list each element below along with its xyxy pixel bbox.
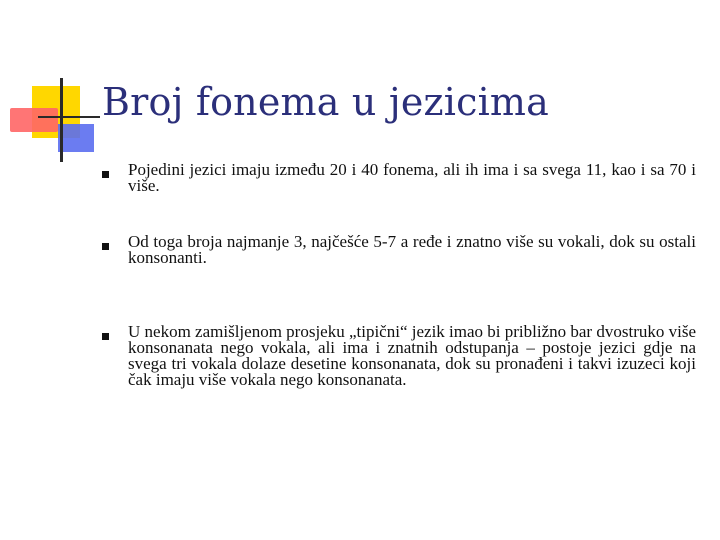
decorative-logo-icon bbox=[0, 0, 110, 170]
logo-red-square bbox=[10, 108, 58, 132]
square-bullet-icon bbox=[102, 333, 109, 340]
bullet-item bbox=[100, 162, 696, 194]
logo-vertical-line bbox=[60, 78, 63, 162]
bullet-item bbox=[100, 234, 696, 266]
bullet-item bbox=[100, 324, 696, 388]
bullet-text: Pojedini jezici imaju između 20 i 40 fonema, ali ih ima i sa svega 11, kao i sa 70 i više. bbox=[128, 160, 696, 195]
bullet-list bbox=[100, 162, 696, 388]
bullet-text: Od toga broja najmanje 3, najčešće 5-7 a ređe i znatno više su vokali, dok su ostali konsonanti. bbox=[128, 232, 696, 267]
square-bullet-icon bbox=[102, 243, 109, 250]
logo-blue-square bbox=[58, 124, 94, 152]
slide-title: Broj fonema u jezicima bbox=[102, 80, 550, 124]
logo-horizontal-line bbox=[38, 116, 100, 118]
square-bullet-icon bbox=[102, 171, 109, 178]
bullet-text: U nekom zamišljenom prosjeku „tipični“ jezik imao bi približno bar dvostruko više konsonanata nego vokala, ali ima i znatnih odstupanja – postoje jezici gdje na svega tri vokala dolaze desetine konsonanata, dok su pronađeni i takvi izuzeci koji čak imaju više vokala nego konsonanata. bbox=[128, 322, 696, 389]
